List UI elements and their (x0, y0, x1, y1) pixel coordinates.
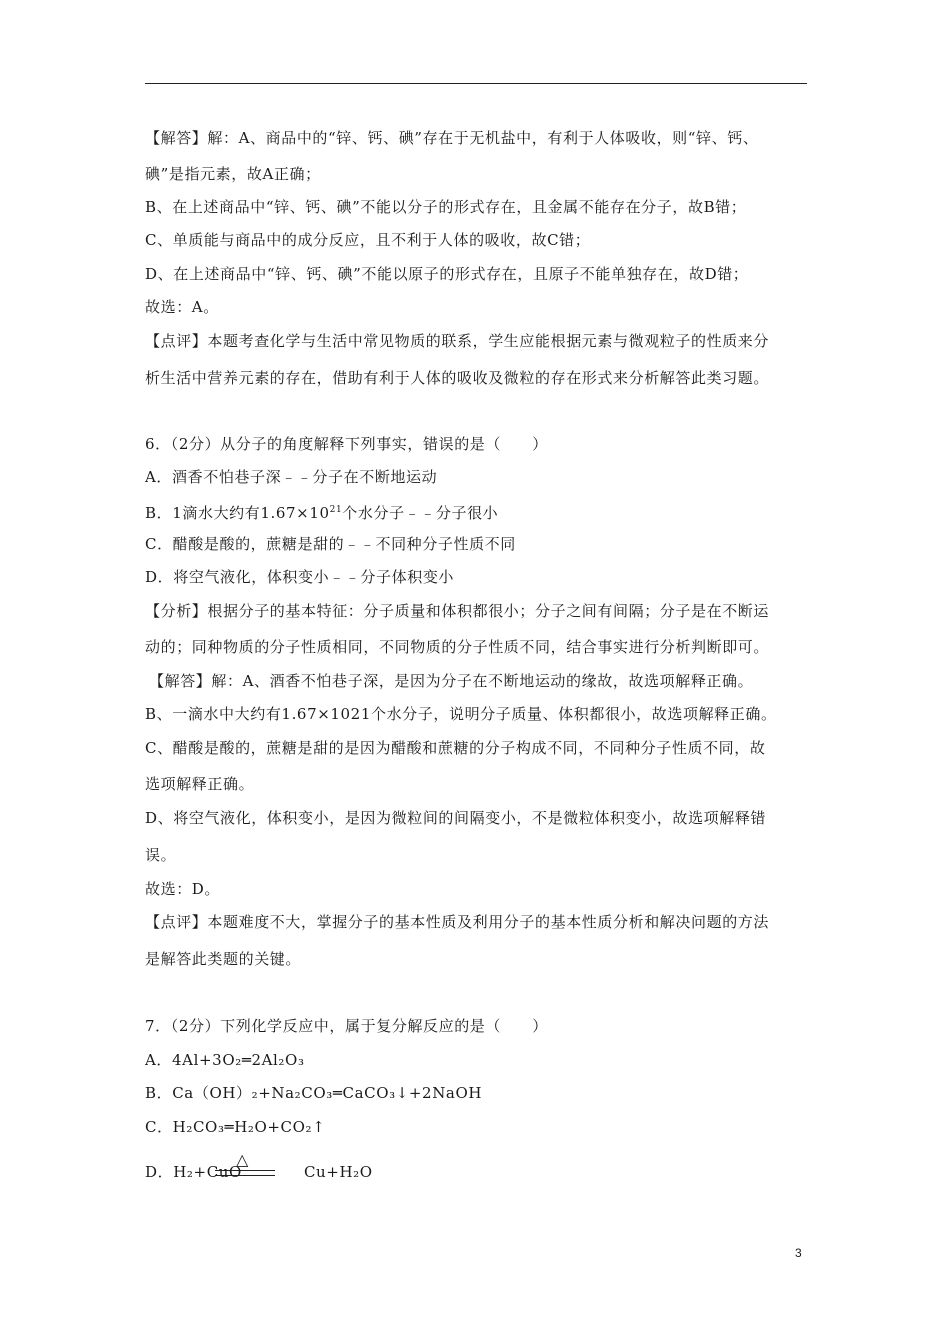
q6-answer-line-3: C、醋酸是酸的，蔗糖是甜的是因为醋酸和蔗糖的分子构成不同，不同种分子性质不同，故 (145, 739, 766, 757)
q6-comment-line-1: 【点评】本题难度不大，掌握分子的基本性质及利用分子的基本性质分析和解决问题的方法 (145, 913, 770, 931)
q7-option-d: D．H₂+CuO Cu+H₂O (145, 1163, 373, 1181)
q7-stem: 7．（2分）下列化学反应中，属于复分解反应的是（ ） (145, 1017, 548, 1035)
q6-answer-line-4: 选项解释正确。 (145, 775, 255, 793)
q5-answer-line-3: B、在上述商品中“锌、钙、碘”不能以分子的形式存在，且金属不能存在分子，故B错； (145, 198, 747, 216)
heating-condition-symbol: △ (236, 1150, 249, 1169)
q5-answer-line-1: 【解答】解：A、商品中的“锌、钙、碘”存在于无机盐中，有利于人体吸收，则“锌、钙、 (145, 129, 759, 147)
q5-answer-line-6: 故选：A。 (145, 298, 219, 316)
q6-answer-line-2: B、一滴水中大约有1.67×1021个水分子，说明分子质量、体积都很小，故选项解释正确。 (145, 705, 777, 723)
page-number: 3 (795, 1246, 802, 1260)
q7-option-c: C．H₂CO₃═H₂O+CO₂↑ (145, 1118, 326, 1136)
q6-option-d: D．将空气液化，体积变小﹣﹣分子体积变小 (145, 568, 455, 586)
q6-answer-line-6: 误。 (145, 846, 177, 864)
q6-option-c: C．醋酸是酸的，蔗糖是甜的﹣﹣不同种分子性质不同 (145, 535, 516, 553)
q6-answer-line-1: 【解答】解：A、酒香不怕巷子深，是因为分子在不断地运动的缘故，故选项解释正确。 (149, 672, 754, 690)
q5-answer-line-2: 碘”是指元素，故A正确； (145, 165, 321, 183)
q5-comment-line-1: 【点评】本题考查化学与生活中常见物质的联系，学生应能根据元素与微观粒子的性质来分 (145, 332, 770, 350)
q6-answer-line-7: 故选：D。 (145, 880, 221, 898)
q7-option-a: A．4Al+3O₂═2Al₂O₃ (145, 1051, 305, 1069)
q5-answer-line-5: D、在上述商品中“锌、钙、碘”不能以原子的形式存在，且原子不能单独存在，故D错； (145, 265, 749, 283)
q6-analysis-line-1: 【分析】根据分子的基本特征：分子质量和体积都很小；分子之间有间隔；分子是在不断运 (145, 602, 770, 620)
header-rule (145, 83, 807, 84)
reaction-double-line (215, 1170, 275, 1176)
q6-option-a: A．酒香不怕巷子深﹣﹣分子在不断地运动 (145, 468, 438, 486)
q5-comment-line-2: 析生活中营养元素的存在，借助有利于人体的吸收及微粒的存在形式来分析解答此类习题。 (145, 369, 770, 387)
q6-analysis-line-2: 动的；同种物质的分子性质相同，不同物质的分子性质不同，结合事实进行分析判断即可。 (145, 638, 770, 656)
q6-comment-line-2: 是解答此类题的关键。 (145, 950, 302, 968)
q5-answer-line-4: C、单质能与商品中的成分反应，且不利于人体的吸收，故C错； (145, 231, 591, 249)
q6-stem: 6．（2分）从分子的角度解释下列事实，错误的是（ ） (145, 435, 548, 453)
q7-option-b: B．Ca（OH）₂+Na₂CO₃═CaCO₃↓+2NaOH (145, 1084, 483, 1102)
q6-answer-line-5: D、将空气液化，体积变小，是因为微粒间的间隔变小，不是微粒体积变小，故选项解释错 (145, 809, 767, 827)
q6-option-b: B．1滴水大约有$1.67\times 10^{21}$个水分子﹣﹣分子很小 (145, 504, 499, 522)
